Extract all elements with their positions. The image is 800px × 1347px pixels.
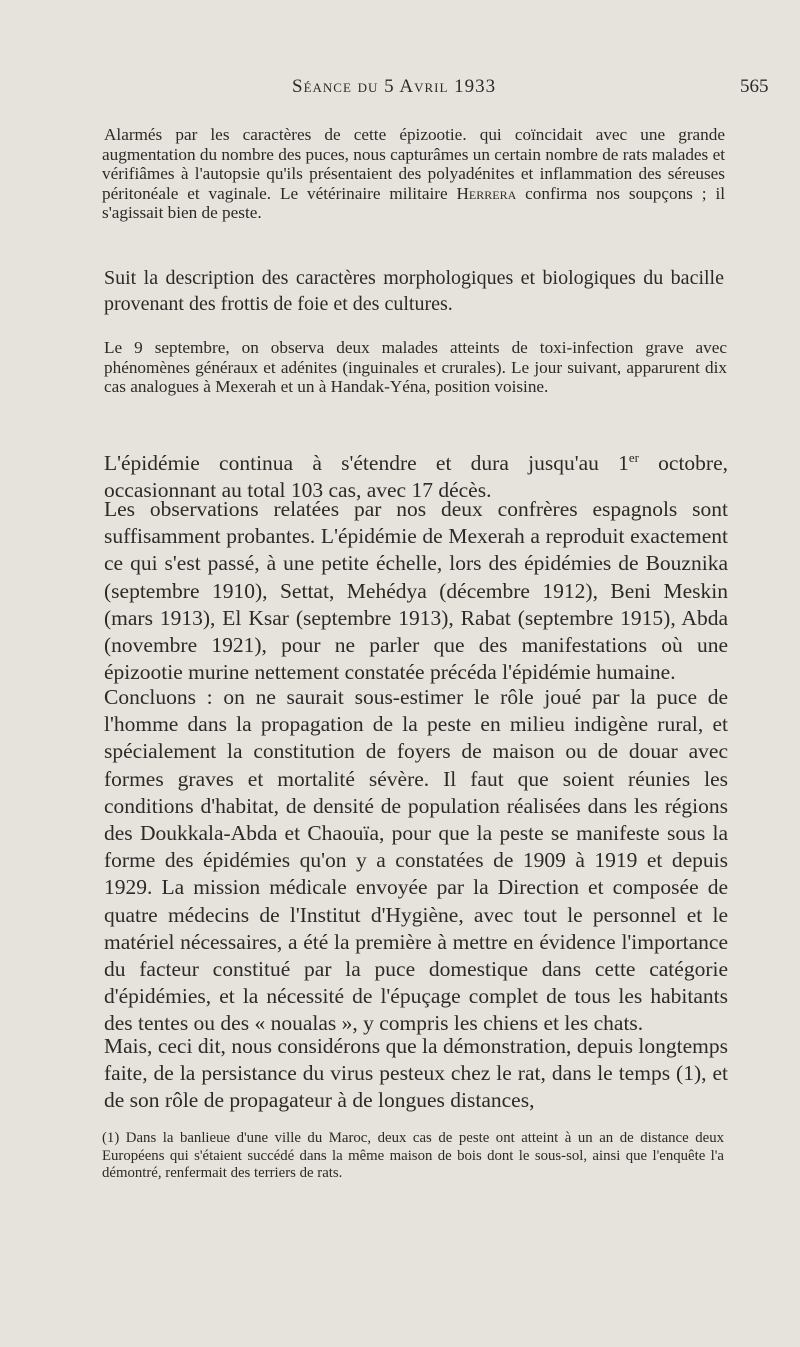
paragraph-6: Concluons : on ne saurait sous-estimer le rôle joué par la puce de l'homme dans la propagation de la peste en milieu indigène rural, et spécialement la constitution de foyers de maison ou de douar avec formes graves et mortalité sévère. Il faut que soient réunies les conditions d'habitat, de densité de population réalisées dans les régions des Doukkala-Abda et Chaouïa, pour que la peste se manifeste sous la forme des épidémies qu'on y a constatées de 1909 à 1919 et depuis 1929. La mission médicale envoyée par la Direction et composée de quatre médecins de l'Institut d'Hygiène, avec tout le personnel et le matériel nécessaires, a été la première à mettre en évidence l'importance du facteur constitué par la puce domestique dans cette catégorie d'épidémies, et la nécessité de l'épuçage complet de tous les habitants des tentes ou des « noualas », y compris les chiens et les chats. xyxy=(104,685,728,1036)
paragraph-small-3: Le 9 septembre, on observa deux malades atteints de toxi-infection grave avec phénomènes généraux et adénites (inguinales et crurales). Le jour suivant, apparurent dix cas analogues à Mexerah et un à Handak-Yéna, position voisine. xyxy=(104,338,727,397)
author-name: Herrera xyxy=(456,183,517,203)
page-number: 565 xyxy=(740,76,769,97)
footnote: (1) Dans la banlieue d'une ville du Maroc, deux cas de peste ont atteint à un an de distance deux Européens qui s'étaient succédé dans la même maison de bois dont le sous-sol, ainsi que l'enquête l'a démontré, renfermait des terriers de rats. xyxy=(102,1130,724,1182)
running-title: Séance du 5 Avril 1933 xyxy=(292,76,497,97)
paragraph-4: L'épidémie continua à s'étendre et dura jusqu'au 1er octobre, occasionnant au total 103 cas, avec 17 décès. xyxy=(104,451,729,503)
paragraph-small-2: Suit la description des caractères morphologiques et biologiques du bacille provenant des frottis de foie et des cultures. xyxy=(104,267,724,315)
superscript-er: er xyxy=(628,451,639,465)
paragraph-5: Les observations relatées par nos deux confrères espagnols sont suffisamment probantes. L'épidémie de Mexerah a reproduit exactement ce qui s'est passé, à une petite échelle, lors des épidémies de Bouznika (septembre 1910), Settat, Mehédya (décembre 1912), Beni Meskin (mars 1913), El Ksar (septembre 1913), Rabat (septembre 1915), Abda (novembre 1921), pour ne parler que des manifestations où une épizootie murine nettement constatée précéda l'épidémie humaine. xyxy=(104,497,728,685)
paragraph-small-1: Alarmés par les caractères de cette épizootie. qui coïncidait avec une grande augmentation du nombre des puces, nous capturâmes un certain nombre de rats malades et vérifiâmes à l'autopsie qu'ils présentaient des polyadénites et inflammation des séreuses péritonéale et vaginale. Le vétérinaire militaire Herrera confirma nos soupçons ; il s'agissait bien de peste. xyxy=(102,125,726,223)
running-header xyxy=(0,76,800,106)
paragraph-7: Mais, ceci dit, nous considérons que la démonstration, depuis longtemps faite, de la persistance du virus pesteux chez le rat, dans le temps (1), et de son rôle de propagateur à de longues distances, xyxy=(104,1034,728,1113)
